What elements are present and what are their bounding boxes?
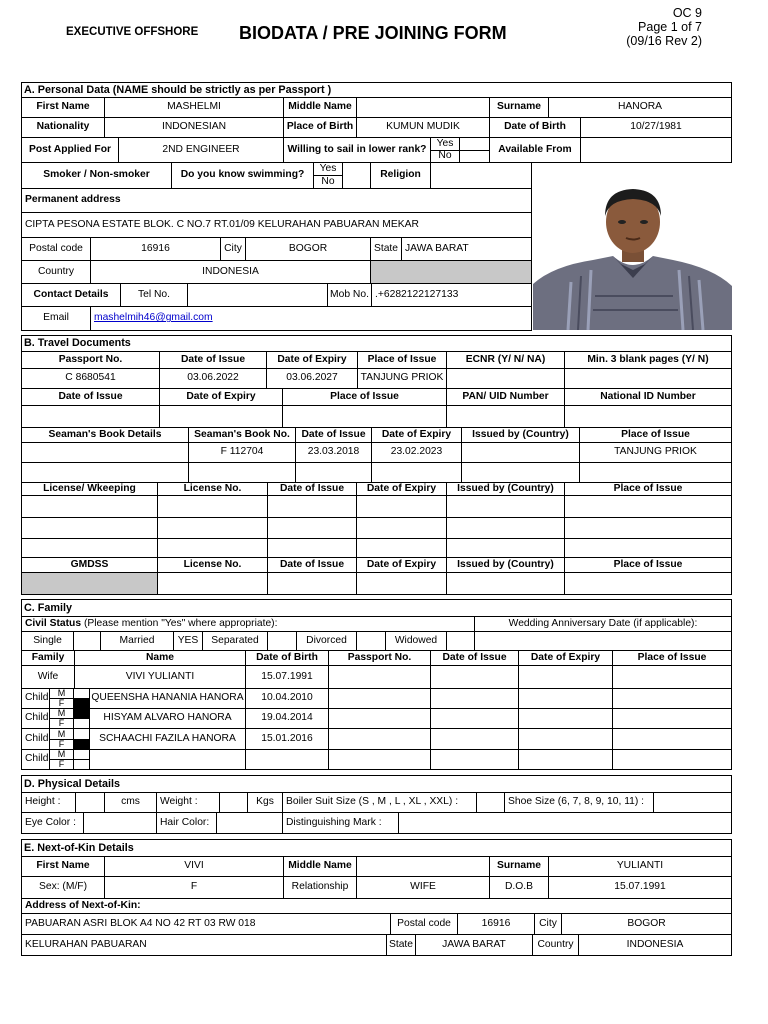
- family-relation-wife: Wife: [21, 665, 75, 689]
- license-issue-header: Date of Issue: [267, 482, 357, 496]
- smoker-label: Smoker / Non-smoker: [21, 162, 172, 189]
- boiler-suit-label: Boiler Suit Size (S , M , L , XL , XXL) :: [282, 792, 477, 813]
- nationality-label: Nationality: [21, 117, 105, 138]
- surname-field[interactable]: HANORA: [548, 97, 732, 118]
- weight-label: Weight :: [156, 792, 220, 813]
- family-relation-child-2: Child: [21, 708, 50, 729]
- passport-no-field[interactable]: C 8680541: [21, 368, 160, 389]
- family-expiry-child-3[interactable]: [518, 728, 613, 750]
- family-issue-wife[interactable]: [430, 665, 519, 689]
- contact-details-label: Contact Details: [21, 283, 121, 307]
- license-field-r3c4[interactable]: [356, 538, 447, 558]
- divorced-label: Divorced: [296, 631, 357, 651]
- family-expiry-child-4[interactable]: [518, 749, 613, 770]
- first-name-label: First Name: [21, 97, 105, 118]
- married-label: Married: [100, 631, 174, 651]
- seaman-book-no-field[interactable]: F 112704: [188, 442, 296, 463]
- first-name-field[interactable]: MASHELMI: [104, 97, 284, 118]
- section-next-of-kin: E. Next-of-Kin Details: [21, 839, 732, 857]
- ecnr-header: ECNR (Y/ N/ NA): [446, 351, 565, 369]
- gmdss-country-header: Issued by (Country): [446, 557, 565, 573]
- license-header: License/ Wkeeping: [21, 482, 158, 496]
- email-label: Email: [21, 306, 91, 331]
- license-field-r3c3[interactable]: [267, 538, 357, 558]
- license-field-r2c3[interactable]: [267, 517, 357, 539]
- date-of-birth-field[interactable]: 10/27/1981: [580, 117, 732, 138]
- family-header-issue: Date of Issue: [430, 650, 519, 666]
- passport-issue-field[interactable]: 03.06.2022: [159, 368, 267, 389]
- family-header-relation: Family: [21, 650, 75, 666]
- blank-pages-field[interactable]: [564, 368, 732, 389]
- section-travel-documents: B. Travel Documents: [21, 335, 732, 352]
- passport-expiry-field[interactable]: 03.06.2027: [266, 368, 358, 389]
- family-header-dob: Date of Birth: [245, 650, 329, 666]
- seaman-country-header: Issued by (Country): [461, 427, 580, 443]
- city-label: City: [220, 237, 246, 261]
- email-link[interactable]: mashelmih46@gmail.com: [94, 312, 213, 324]
- hair-color-field[interactable]: [216, 812, 283, 834]
- kin-state-label: State: [386, 934, 416, 956]
- photo-illustration: [533, 186, 732, 330]
- license-expiry-header: Date of Expiry: [356, 482, 447, 496]
- license-field-r1c3[interactable]: [267, 495, 357, 518]
- gmdss-license-no-field[interactable]: [157, 572, 268, 595]
- shaded-cell: [370, 260, 532, 284]
- license-field-r3c6[interactable]: [564, 538, 732, 558]
- national-id-header: National ID Number: [564, 388, 732, 406]
- family-relation-child-1: Child: [21, 688, 50, 709]
- post-applied-label: Post Applied For: [21, 137, 119, 163]
- seaman-book-field[interactable]: [21, 442, 189, 463]
- family-passport-child-1[interactable]: [328, 688, 431, 709]
- surname-label: Surname: [489, 97, 549, 118]
- kin-dob-field[interactable]: 15.07.1991: [548, 876, 732, 899]
- state-field[interactable]: JAWA BARAT: [401, 237, 532, 261]
- family-relation-child-4: Child: [21, 749, 50, 770]
- kin-surname-label: Surname: [489, 856, 549, 877]
- passport-issue-header: Date of Issue: [159, 351, 267, 369]
- kin-sex-field[interactable]: F: [104, 876, 284, 899]
- gmdss-country-field[interactable]: [446, 572, 565, 595]
- form-reference: [626, 6, 702, 48]
- seaman-book-no-field-2[interactable]: [188, 462, 296, 483]
- eye-color-label: Eye Color :: [21, 812, 84, 834]
- weight-unit: Kgs: [247, 792, 283, 813]
- family-name-child-2[interactable]: HISYAM ALVARO HANORA: [89, 708, 246, 729]
- child-3-f[interactable]: F: [49, 739, 74, 750]
- kin-relationship-field[interactable]: WIFE: [356, 876, 490, 899]
- kin-city-field[interactable]: BOGOR: [561, 913, 732, 935]
- permanent-address-field[interactable]: CIPTA PESONA ESTATE BLOK. C NO.7 RT.01/09 KELURAHAN PABUARAN MEKAR: [21, 212, 532, 238]
- post-applied-field[interactable]: 2ND ENGINEER: [118, 137, 284, 163]
- kin-surname-field[interactable]: YULIANTI: [548, 856, 732, 877]
- height-field[interactable]: [75, 792, 105, 813]
- family-issue-child-1[interactable]: [430, 688, 519, 709]
- date-of-birth-label: Date of Birth: [489, 117, 581, 138]
- license-field-r3c1[interactable]: [21, 538, 158, 558]
- swimming-yes[interactable]: Yes: [313, 162, 343, 176]
- doc2-place-header: Place of Issue: [282, 388, 447, 406]
- mob-field[interactable]: .+6282122127133: [371, 283, 532, 307]
- lower-rank-label: Willing to sail in lower rank?: [283, 137, 431, 163]
- gmdss-issue-header: Date of Issue: [267, 557, 357, 573]
- middle-name-field[interactable]: [356, 97, 490, 118]
- family-expiry-child-1[interactable]: [518, 688, 613, 709]
- widowed-label: Widowed: [385, 631, 447, 651]
- pan-uid-field[interactable]: [446, 405, 565, 428]
- family-header-expiry: Date of Expiry: [518, 650, 613, 666]
- place-of-birth-label: Place of Birth: [283, 117, 357, 138]
- passport-expiry-header: Date of Expiry: [266, 351, 358, 369]
- license-field-r1c4[interactable]: [356, 495, 447, 518]
- seaman-issue-header: Date of Issue: [295, 427, 372, 443]
- single-field[interactable]: [73, 631, 101, 651]
- kin-middle-name-label: Middle Name: [283, 856, 357, 877]
- shoe-size-label: Shoe Size (6, 7, 8, 9, 10, 11) :: [504, 792, 654, 813]
- seaman-expiry-field[interactable]: 23.02.2023: [371, 442, 462, 463]
- civil-status-title: Civil Status: [25, 617, 82, 629]
- email-field[interactable]: [90, 306, 532, 331]
- kin-address-line-2[interactable]: KELURAHAN PABUARAN: [21, 934, 387, 956]
- seaman-country-field[interactable]: [461, 442, 580, 463]
- family-issue-child-3[interactable]: [430, 728, 519, 750]
- license-field-r2c1[interactable]: [21, 517, 158, 539]
- religion-field[interactable]: [430, 162, 532, 189]
- gmdss-license-no-header: License No.: [157, 557, 268, 573]
- divorced-field[interactable]: [356, 631, 386, 651]
- passport-no-header: Passport No.: [21, 351, 160, 369]
- widowed-field[interactable]: [446, 631, 475, 651]
- family-header-name: Name: [74, 650, 246, 666]
- form-title: BIODATA / PRE JOINING FORM: [239, 23, 507, 43]
- family-dob-child-3[interactable]: 15.01.2016: [245, 728, 329, 750]
- weight-field[interactable]: [219, 792, 248, 813]
- state-label: State: [370, 237, 402, 261]
- family-expiry-child-2[interactable]: [518, 708, 613, 729]
- family-place-wife[interactable]: [612, 665, 732, 689]
- license-field-r2c4[interactable]: [356, 517, 447, 539]
- gmdss-field-shaded: [21, 572, 158, 595]
- kin-first-name-field[interactable]: VIVI: [104, 856, 284, 877]
- doc2-issue-header: Date of Issue: [21, 388, 160, 406]
- boiler-suit-field[interactable]: [476, 792, 505, 813]
- swimming-no[interactable]: No: [313, 175, 343, 189]
- family-expiry-wife[interactable]: [518, 665, 613, 689]
- married-field[interactable]: YES: [173, 631, 203, 651]
- postal-code-label: Postal code: [21, 237, 91, 261]
- license-field-r1c2[interactable]: [157, 495, 268, 518]
- license-field-r1c1[interactable]: [21, 495, 158, 518]
- family-place-child-1[interactable]: [612, 688, 732, 709]
- child-3-m[interactable]: M: [49, 728, 74, 740]
- city-field[interactable]: BOGOR: [245, 237, 371, 261]
- country-field[interactable]: INDONESIA: [90, 260, 371, 284]
- lower-rank-yes-mark[interactable]: [459, 137, 490, 151]
- family-place-child-4[interactable]: [612, 749, 732, 770]
- civil-status-note: (Please mention "Yes" where appropriate):: [81, 617, 278, 629]
- distinguishing-mark-field[interactable]: [398, 812, 732, 834]
- passport-place-header: Place of Issue: [357, 351, 447, 369]
- seaman-book-field-2[interactable]: [21, 462, 189, 483]
- section-personal-data: A. Personal Data (NAME should be strictly as per Passport ): [21, 82, 732, 98]
- blank-pages-header: Min. 3 blank pages (Y/ N): [564, 351, 732, 369]
- child-1-m[interactable]: M: [49, 688, 74, 699]
- kin-dob-label: D.O.B: [489, 876, 549, 899]
- family-name-child-3[interactable]: SCHAACHI FAZILA HANORA: [89, 728, 246, 750]
- seaman-issue-field-2[interactable]: [295, 462, 372, 483]
- child-4-m[interactable]: M: [49, 749, 74, 760]
- child-4-f[interactable]: F: [49, 759, 74, 770]
- nationality-field[interactable]: INDONESIAN: [104, 117, 284, 138]
- gmdss-header: GMDSS: [21, 557, 158, 573]
- family-header-place: Place of Issue: [612, 650, 732, 666]
- country-label: Country: [21, 260, 91, 284]
- swimming-mark[interactable]: [342, 162, 371, 189]
- eye-color-field[interactable]: [83, 812, 157, 834]
- place-of-birth-field[interactable]: KUMUN MUDIK: [356, 117, 490, 138]
- gmdss-expiry-field[interactable]: [356, 572, 447, 595]
- license-country-header: Issued by (Country): [446, 482, 565, 496]
- family-dob-child-1[interactable]: 10.04.2010: [245, 688, 329, 709]
- gmdss-place-field[interactable]: [564, 572, 732, 595]
- license-field-r3c5[interactable]: [446, 538, 565, 558]
- family-name-child-1[interactable]: QUEENSHA HANANIA HANORA: [89, 688, 246, 709]
- seaman-place-field[interactable]: TANJUNG PRIOK: [579, 442, 732, 463]
- seaman-issue-field[interactable]: 23.03.2018: [295, 442, 372, 463]
- license-field-r2c2[interactable]: [157, 517, 268, 539]
- kin-relationship-label: Relationship: [283, 876, 357, 899]
- hair-color-label: Hair Color:: [156, 812, 217, 834]
- seaman-country-field-2[interactable]: [461, 462, 580, 483]
- revision: (09/16 Rev 2): [626, 34, 702, 48]
- lower-rank-yes[interactable]: Yes: [430, 137, 460, 151]
- kin-state-field[interactable]: JAWA BARAT: [415, 934, 533, 956]
- child-2-f[interactable]: F: [49, 718, 74, 729]
- family-place-child-3[interactable]: [612, 728, 732, 750]
- national-id-field[interactable]: [564, 405, 732, 428]
- mob-label: Mob No.: [327, 283, 372, 307]
- license-place-header: Place of Issue: [564, 482, 732, 496]
- child-4-f-mark[interactable]: [73, 759, 90, 770]
- gmdss-issue-field[interactable]: [267, 572, 357, 595]
- license-field-r1c6[interactable]: [564, 495, 732, 518]
- license-field-r3c2[interactable]: [157, 538, 268, 558]
- family-passport-child-3[interactable]: [328, 728, 431, 750]
- family-name-child-4[interactable]: [89, 749, 246, 770]
- gmdss-expiry-header: Date of Expiry: [356, 557, 447, 573]
- kin-country-field[interactable]: INDONESIA: [578, 934, 732, 956]
- kin-country-label: Country: [532, 934, 579, 956]
- license-field-r1c5[interactable]: [446, 495, 565, 518]
- civil-status-label: [21, 616, 475, 632]
- available-from-field[interactable]: [580, 137, 732, 163]
- passport-place-field[interactable]: TANJUNG PRIOK: [357, 368, 447, 389]
- distinguishing-mark-label: Distinguishing Mark :: [282, 812, 399, 834]
- wedding-anniversary-label: Wedding Anniversary Date (if applicable):: [474, 616, 732, 632]
- license-field-r2c5[interactable]: [446, 517, 565, 539]
- kin-city-label: City: [534, 913, 562, 935]
- family-passport-child-4[interactable]: [328, 749, 431, 770]
- available-from-label: Available From: [489, 137, 581, 163]
- family-dob-child-4[interactable]: [245, 749, 329, 770]
- family-header-passport: Passport No.: [328, 650, 431, 666]
- kin-address-label: Address of Next-of-Kin:: [21, 898, 732, 914]
- kin-sex-label: Sex: (M/F): [21, 876, 105, 899]
- company-name: EXECUTIVE OFFSHORE: [66, 26, 199, 38]
- religion-label: Religion: [370, 162, 431, 189]
- family-dob-wife[interactable]: 15.07.1991: [245, 665, 329, 689]
- pan-uid-header: PAN/ UID Number: [446, 388, 565, 406]
- separated-label: Separated: [202, 631, 268, 651]
- postal-code-field[interactable]: 16916: [90, 237, 221, 261]
- license-no-header: License No.: [157, 482, 268, 496]
- permanent-address-label: Permanent address: [21, 188, 532, 213]
- family-issue-child-4[interactable]: [430, 749, 519, 770]
- tel-label: Tel No.: [120, 283, 188, 307]
- doc2-expiry-header: Date of Expiry: [159, 388, 283, 406]
- child-2-m[interactable]: M: [49, 708, 74, 719]
- passport-photo: [533, 186, 732, 330]
- family-place-child-2[interactable]: [612, 708, 732, 729]
- middle-name-label: Middle Name: [283, 97, 357, 118]
- kin-first-name-label: First Name: [21, 856, 105, 877]
- license-field-r2c6[interactable]: [564, 517, 732, 539]
- kin-address-line-1[interactable]: PABUARAN ASRI BLOK A4 NO 42 RT 03 RW 018: [21, 913, 391, 935]
- wedding-anniversary-field[interactable]: [474, 631, 732, 651]
- height-label: Height :: [21, 792, 76, 813]
- seaman-place-field-2[interactable]: [579, 462, 732, 483]
- kin-postal-code-field[interactable]: 16916: [457, 913, 535, 935]
- child-1-f[interactable]: F: [49, 698, 74, 709]
- single-label: Single: [21, 631, 74, 651]
- swimming-label: Do you know swimming?: [171, 162, 314, 189]
- kin-middle-name-field[interactable]: [356, 856, 490, 877]
- form-code: OC 9: [672, 6, 702, 20]
- family-passport-child-2[interactable]: [328, 708, 431, 729]
- page-indicator: Page 1 of 7: [638, 20, 702, 34]
- doc2-place-field[interactable]: [282, 405, 447, 428]
- seaman-expiry-header: Date of Expiry: [371, 427, 462, 443]
- separated-field[interactable]: [267, 631, 297, 651]
- family-name-wife[interactable]: VIVI YULIANTI: [74, 665, 246, 689]
- seaman-book-no-header: Seaman's Book No.: [188, 427, 296, 443]
- family-dob-child-2[interactable]: 19.04.2014: [245, 708, 329, 729]
- seaman-expiry-field-2[interactable]: [371, 462, 462, 483]
- family-passport-wife[interactable]: [328, 665, 431, 689]
- tel-field[interactable]: [187, 283, 328, 307]
- doc2-issue-field[interactable]: [21, 405, 160, 428]
- seaman-book-header: Seaman's Book Details: [21, 427, 189, 443]
- section-family: C. Family: [21, 599, 732, 617]
- family-issue-child-2[interactable]: [430, 708, 519, 729]
- family-relation-child-3: Child: [21, 728, 50, 750]
- lower-rank-no[interactable]: No: [430, 150, 460, 163]
- seaman-place-header: Place of Issue: [579, 427, 732, 443]
- height-unit: cms: [104, 792, 157, 813]
- gmdss-place-header: Place of Issue: [564, 557, 732, 573]
- section-physical-details: D. Physical Details: [21, 775, 732, 793]
- doc2-expiry-field[interactable]: [159, 405, 283, 428]
- kin-postal-code-label: Postal code: [390, 913, 458, 935]
- shoe-size-field[interactable]: [653, 792, 732, 813]
- ecnr-field[interactable]: [446, 368, 565, 389]
